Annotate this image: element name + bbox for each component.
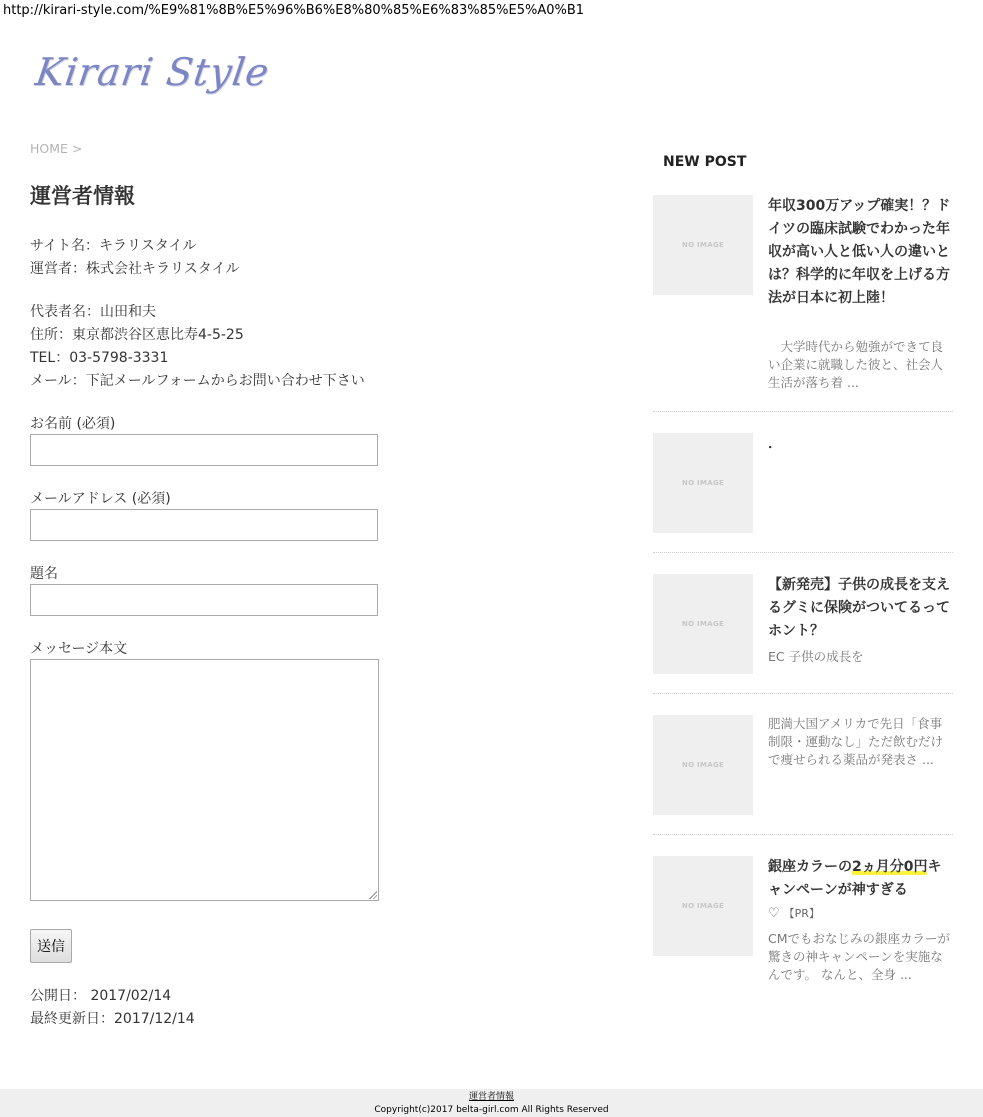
post-divider xyxy=(653,552,953,553)
footer-link[interactable]: 運営者情報 xyxy=(468,1092,514,1102)
breadcrumb-separator: > xyxy=(71,141,83,156)
post-thumbnail[interactable] xyxy=(653,574,753,674)
post-item[interactable] xyxy=(653,195,953,395)
page-url: http://kirari-style.com/%E9%81%8B%E5%96%B6%E8%80%85%E6%83%85%E5%A0%B1 xyxy=(3,3,585,18)
email-label: メールアドレス (必須) xyxy=(30,491,171,507)
site-logo[interactable] xyxy=(32,50,273,110)
post-title[interactable]: ． xyxy=(768,436,782,452)
info-site-name: サイト名：キラリスタイル xyxy=(30,238,197,254)
post-excerpt: CMでもおなじみの銀座カラーが驚きの神キャンペーンを実施なんです。 なんと、全身 ... xyxy=(768,931,951,982)
pr-label: 【PR】 xyxy=(783,907,820,920)
post-item-pr[interactable] xyxy=(653,856,953,986)
resize-grip-icon[interactable] xyxy=(369,891,377,899)
post-thumbnail[interactable] xyxy=(653,715,753,815)
logo-text: Kirari Style xyxy=(32,50,273,94)
post-excerpt: 大学時代から勉強ができて良い企業に就職した彼と、社会人生活が落ち着 ... xyxy=(768,339,944,390)
no-image-label: NO IMAGE xyxy=(681,902,725,910)
submit-button[interactable]: 送信 xyxy=(30,929,72,963)
post-title-highlight: 2ヵ月分0円 xyxy=(852,859,928,875)
name-label: お名前 (必須) xyxy=(30,416,116,432)
page-title: 運営者情報 xyxy=(30,184,135,208)
info-address: 住所：東京都渋谷区恵比寿4-5-25 xyxy=(30,327,244,343)
pr-row xyxy=(768,905,820,921)
post-divider xyxy=(653,834,953,835)
post-title[interactable] xyxy=(768,856,953,902)
name-field[interactable] xyxy=(30,434,378,466)
post-excerpt: 肥満大国アメリカで先日「食事制限・運動なし」ただ飲むだけで痩せられる薬品が発表さ ... xyxy=(768,716,944,767)
message-label: メッセージ本文 xyxy=(30,641,128,657)
info-operator: 運営者：株式会社キラリスタイル xyxy=(30,261,240,277)
breadcrumb xyxy=(30,141,82,156)
post-thumbnail[interactable] xyxy=(653,433,753,533)
post-excerpt: EC 子供の成長を xyxy=(768,649,864,664)
published-date: 公開日： 2017/02/14 xyxy=(30,988,172,1004)
post-item[interactable] xyxy=(653,433,953,533)
breadcrumb-home-link[interactable]: HOME xyxy=(30,141,68,156)
message-textarea[interactable] xyxy=(30,659,379,901)
no-image-label: NO IMAGE xyxy=(681,761,725,769)
post-thumbnail[interactable] xyxy=(653,856,753,956)
info-tel: TEL：03-5798-3331 xyxy=(30,350,169,366)
post-item[interactable] xyxy=(653,574,953,674)
footer-copyright: Copyright(c)2017 belta-girl.com All Rights Reserved xyxy=(374,1105,609,1115)
sidebar-heading: NEW POST xyxy=(663,154,747,170)
no-image-label: NO IMAGE xyxy=(681,620,725,628)
post-divider xyxy=(653,411,953,412)
no-image-label: NO IMAGE xyxy=(681,241,725,249)
post-title[interactable]: 【新発売】子供の成長を支えるグミに保険がついてるってホント？ xyxy=(768,577,950,639)
subject-field[interactable] xyxy=(30,584,378,616)
post-item[interactable] xyxy=(653,715,953,815)
email-field[interactable] xyxy=(30,509,378,541)
updated-date: 最終更新日：2017/12/14 xyxy=(30,1011,195,1027)
no-image-label: NO IMAGE xyxy=(681,479,725,487)
info-representative: 代表者名：山田和夫 xyxy=(30,304,156,320)
subject-label: 題名 xyxy=(30,566,58,582)
post-title[interactable]: 年収300万アップ確実！？ドイツの臨床試験でわかった年収が高い人と低い人の違いとは？科学的に年収を上げる方法が日本に初上陸！ xyxy=(768,198,951,306)
heart-icon[interactable]: ♡ xyxy=(768,906,780,921)
post-thumbnail[interactable] xyxy=(653,195,753,295)
info-mail: メール：下記メールフォームからお問い合わせ下さい xyxy=(30,373,365,389)
footer xyxy=(0,1089,983,1117)
post-title-part: 銀座カラーの xyxy=(768,859,852,875)
post-title-part: キャンペーンが神すぎる xyxy=(768,859,942,898)
post-divider xyxy=(653,693,953,694)
